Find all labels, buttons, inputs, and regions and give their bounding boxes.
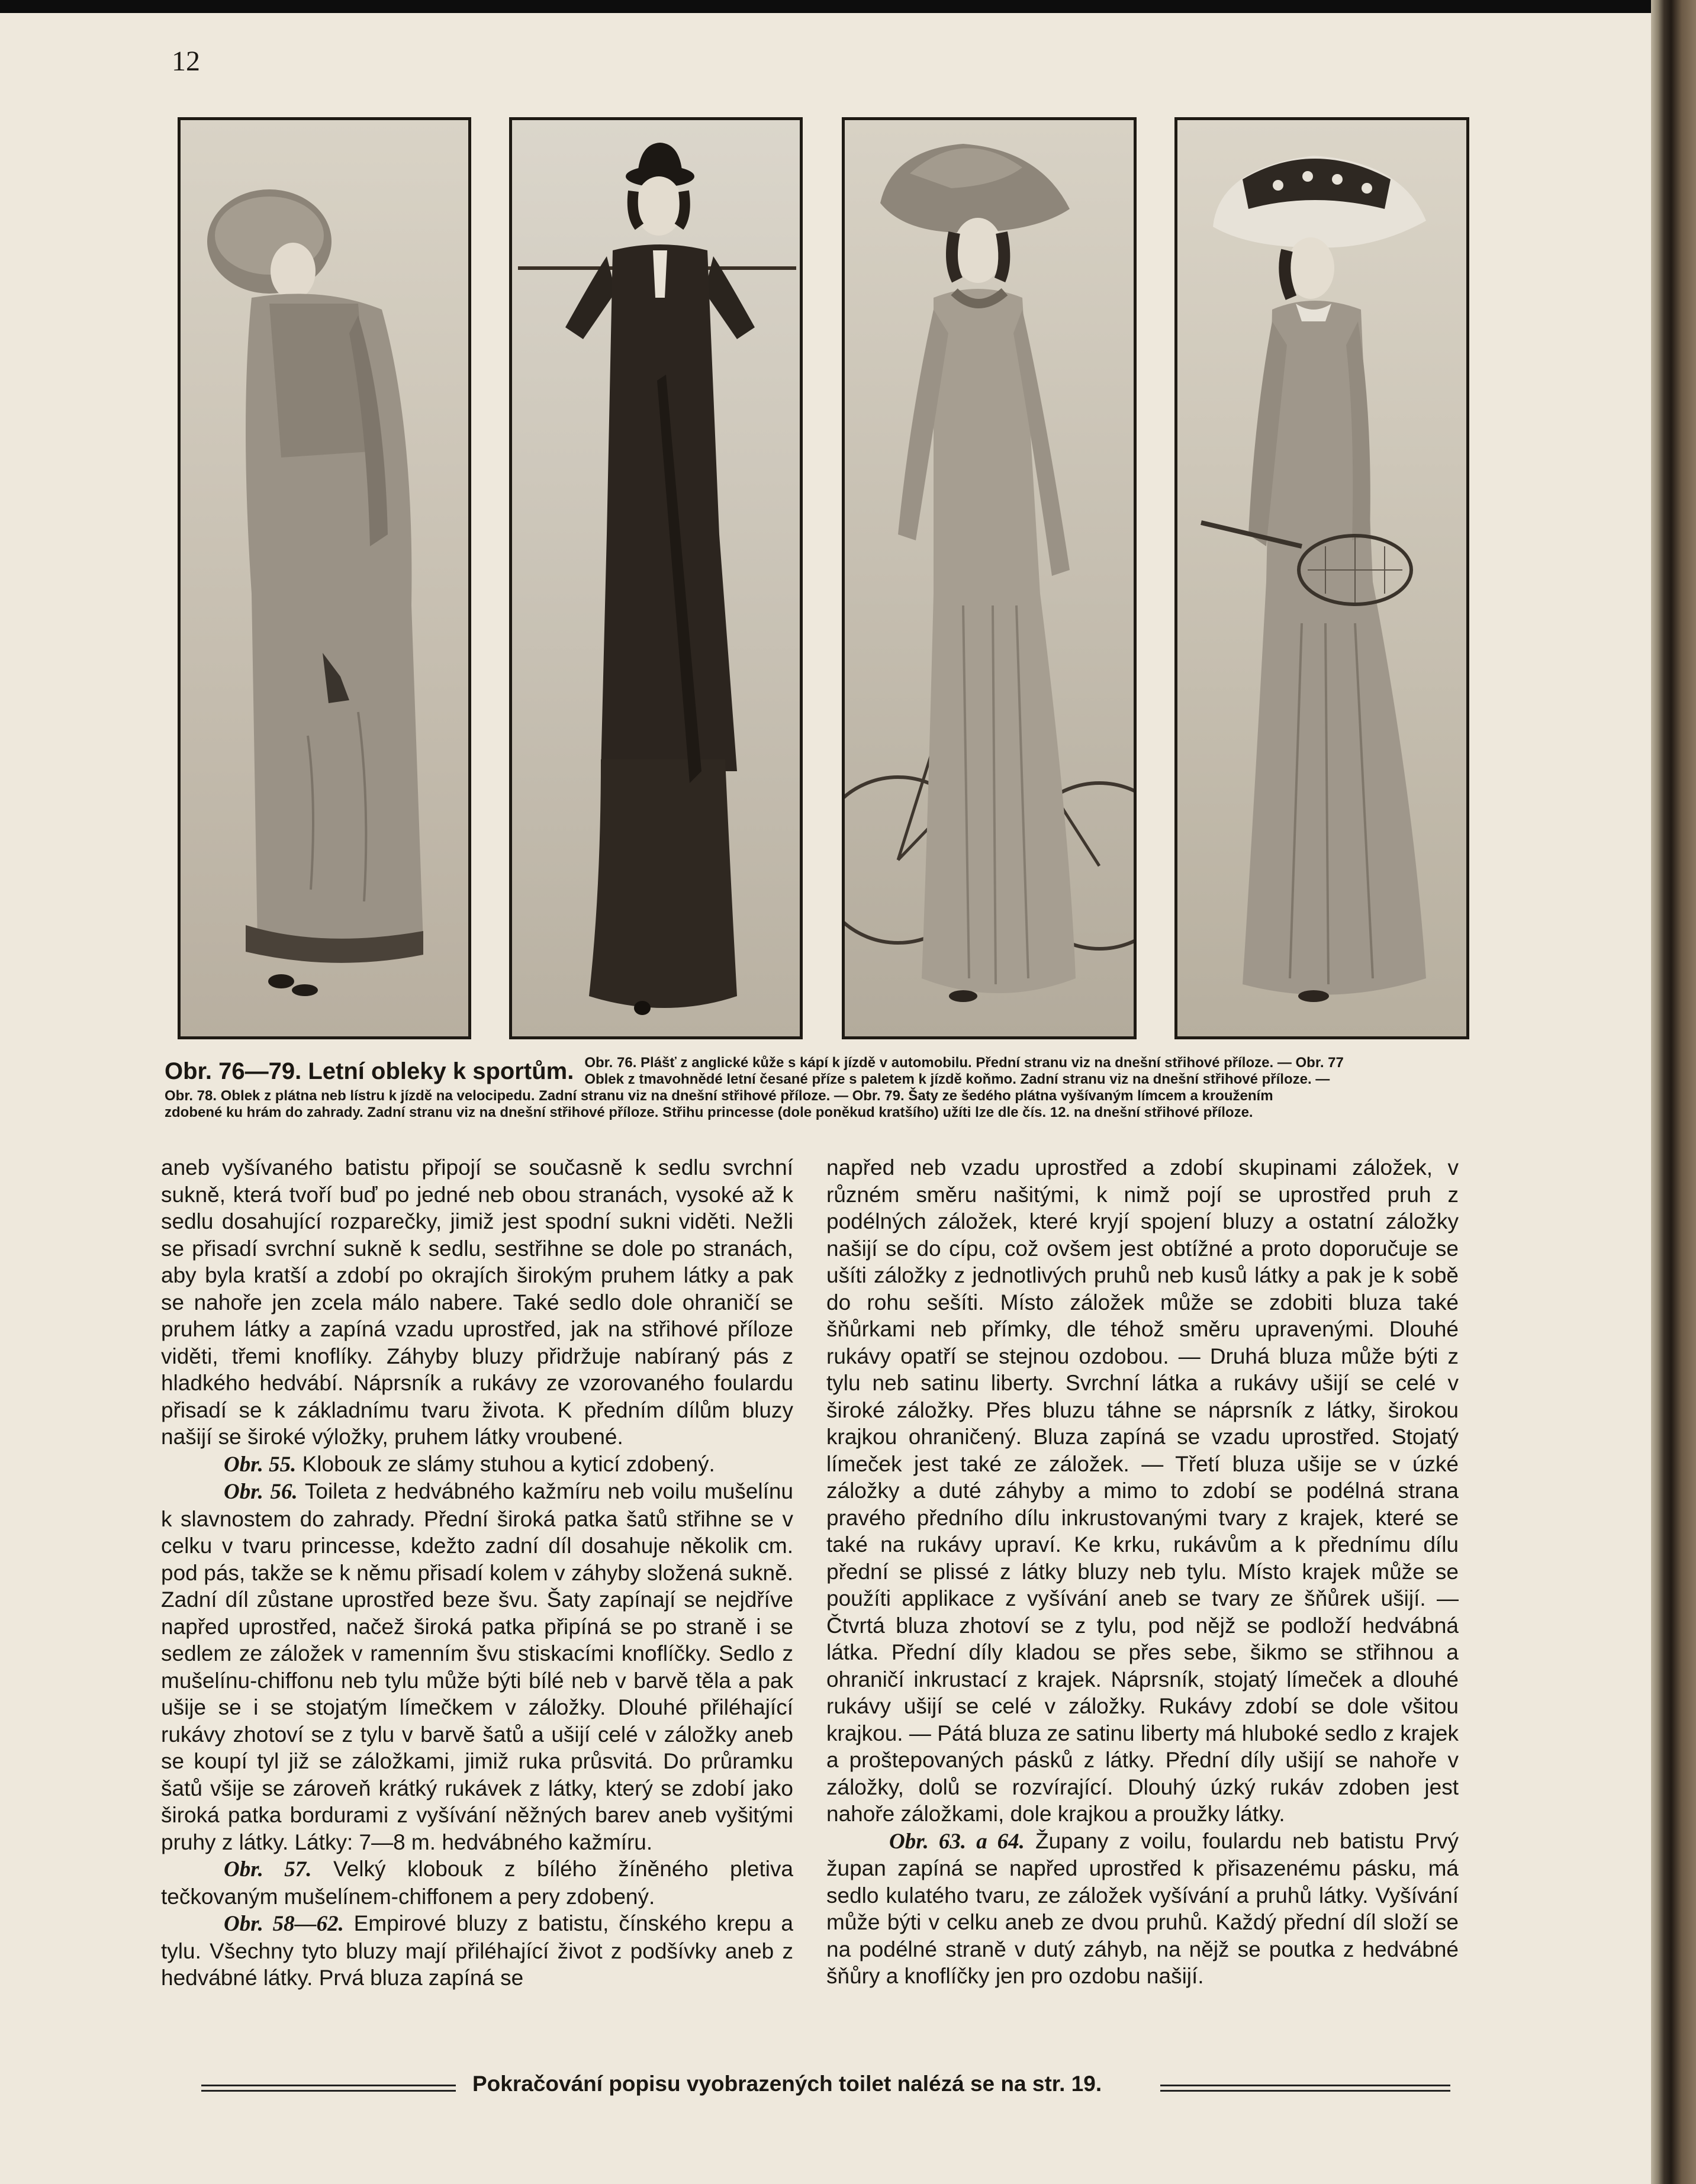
woman-in-cycling-dress-with-bicycle-illustration	[845, 120, 1134, 1036]
right-text-column	[826, 1154, 1459, 1990]
paragraph: napřed neb vzadu uprostřed a zdobí skupinami záložek, v různém směru našitými, k nimž pojí se uprostřed pruh z podélných záložek, které kryjí spojení bluzy a ostatní záložky našijí se do cípu, což ovšem jest obtížné a proto doporučuje se ušíti záložky z jednotlivých pruhů neb kusů látky a pak je k sobě do rohu sešíti. Místo záložek může se zdobiti bluza také šňůrkami neb přímky, dle téhož směru upravenými. Dlouhé rukávy opatří se stejnou ozdobou. — Druhá bluza může býti z tylu neb satinu liberty. Svrchní látka a rukávy ušijí se celé v široké záložky. Přes bluzu táhne se náprsník z látky, širokou krajkou ohraničený. Bluza zapíná se vzadu uprostřed. Stojatý límeček jest také ze záložek. — Třetí bluza ušije se v úzké záložky a duté záhyby a mimo to zdobí se podélná strana pravého předního dílu inkrustovanými tvary z krajek, které se také na rukávy upraví. Ke krku, rukávům a k přednímu dílu přední se plissé z látky bluzy neb tylu. Místo krajek může se použíti applikace z vyšívání aneb se tvary ze šňůrek ušijí. — Čtvrtá bluza zhotoví se z tylu, pod nějž se podloží hedvábná látka. Přední díly kladou se přes sebe, šikmo se střihnou a ohraničí inkrustací z krajek. Náprsník, stojatý límeček a dlouhé rukávy ušijí se celé v záložky. Rukávy zdobí se dole všitou krajkou. — Pátá bluza ze satinu liberty má hluboké sedlo z krajek a proštepovaných pásků z látky. Přední díly ušijí se nahoře v záložky, dolů se rozvírající. Dlouhý úzký rukáv zdoben jest nahoře záložkami, dole krajkou a proužky látky.	[826, 1155, 1459, 1826]
caption-line: Obr. 76. Plášť z anglické kůže s kápí k jízdě v automobilu. Přední stranu viz na dnešní střihové příloze. — Obr. 77	[584, 1055, 1344, 1071]
woman-in-hooded-motoring-coat-illustration	[181, 120, 468, 1036]
paragraph: Obr. 58—62. Empirové bluzy z batistu, čínského krepu a tylu. Všechny tyto bluzy mají přiléhající život z podšívky aneb z hedvábné látky. Prvá bluza zapíná se	[161, 1911, 794, 1990]
paragraph: Obr. 63. a 64. Župany z voilu, foulardu neb batistu Prvý župan zapíná se napřed uprostřed k přisazenému pásku, má sedlo kulatého tvaru, ze záložek vyšívání a pruhů látky. Vyšívání může býti v celku aneb ze dvou pruhů. Každý přední díl složí se na podélné straně v dutý záhyb, na nějž se poutka z hedvábné šňůry a knoflíčky jen pro ozdobu našijí.	[826, 1828, 1459, 1988]
book-binding-edge	[1651, 0, 1696, 2184]
fashion-plate-76	[178, 117, 471, 1039]
figure-reference: Obr. 63. a 64.	[889, 1829, 1025, 1854]
paragraph: Obr. 57. Velký klobouk z bílého žíněného pletiva tečkovaným mušelínem-chiffonem a pery zdobený.	[161, 1857, 793, 1909]
page-number: 12	[172, 46, 200, 77]
fashion-plate-78	[842, 117, 1137, 1039]
paragraph: Obr. 56. Toileta z hedvábného kažmíru neb voilu mušelínu k slavnostem do zahrady. Přední široká patka šatů střihne se v celku v tvaru princesse, kdežto zadní díl dosahuje několik cm. pod pás, takže se k němu přisadí kolem v záhyby složená sukně. Zadní díl zůstane uprostřed beze švu. Šaty zapínají se nejdříve napřed uprostřed, načež široká patka připíná se po straně i se sedlem ze záložek v ramenním švu stiskacími knoflíčky. Sedlo z mušelínu-chiffonu neb tylu může býti bílé neb v barvě těla a pak ušije se i se stojatým límečkem v záložky. Dlouhé přiléhající rukávy zhotoví se z tylu v barvě šatů a ušijí celé v záložky aneb se koupí tyl již se záložkami, jimiž ruka průsvitá. Do průramku šatů všije se zároveň krátký rukávek z látky, který se zdobí jako široká patka bordurami z vyšívání něžných barev aneb vyšitými pruhy z látky. Látky: 7—8 m. hedvábného kažmíru.	[161, 1479, 794, 1854]
figure-reference: Obr. 55.	[224, 1452, 297, 1477]
caption-line: Obr. 78. Oblek z plátna neb lístru k jízdě na velocipedu. Zadní stranu viz na dnešní střihové příloze. — Obr. 79. Šaty ze šedého plátna vyšívaným límcem a kroužením	[165, 1088, 1273, 1104]
woman-in-dark-riding-suit-with-bowler-hat-illustration	[512, 120, 800, 1036]
plate-caption	[165, 1055, 1469, 1121]
continuation-footer	[201, 2072, 1450, 2101]
continuation-note: Pokračování popisu vyobrazených toilet nalézá se na str. 19.	[472, 2072, 1102, 2096]
figure-reference: Obr. 56.	[224, 1480, 298, 1504]
double-rule-divider	[1160, 2085, 1450, 2092]
double-rule-divider	[201, 2085, 456, 2092]
left-text-column	[161, 1154, 793, 1992]
caption-line: zdobené ku hrám do zahrady. Zadní stranu viz na dnešní střihové příloze. Střihu princesse (dole poněkud kratšího) užíti lze dle čís. 12. na dnešní střihové příloze.	[165, 1104, 1253, 1120]
paragraph: aneb vyšívaného batistu připojí se současně k sedlu svrchní sukně, která tvoří buď po jedné neb obou stranách, vysoké až k sedlu dosahující rozparečky, jimiž jest spodní sukni viděti. Nežli se přisadí svrchní sukně k sedlu, sestřihne se dole po stranách, aby byla kratší a zdobí po okrajích širokým pruhem látky a pak se nahoře jen zcela málo nabere. Také sedlo dole ohraničí se pruhem látky a zapíná vzadu uprostřed, jak na střihové příloze viděti, třemi knoflíky. Záhyby bluzy přidržuje nabíraný pás z hladkého hedvábí. Náprsník a rukávy ze vzorovaného foulardu přisadí se k základnímu tvaru života. K předním dílům bluzy našijí se široké výložky, pruhem látky vroubené.	[161, 1155, 793, 1449]
figure-reference: Obr. 57.	[224, 1857, 312, 1882]
scan-edge	[0, 0, 1696, 13]
woman-in-tennis-dress-with-racket-illustration	[1177, 120, 1466, 1036]
fashion-plate-77	[509, 117, 803, 1039]
fashion-plate-79	[1174, 117, 1469, 1039]
caption-heading: Obr. 76—79. Letní obleky k sportům.	[165, 1058, 574, 1084]
caption-line: Oblek z tmavohnědé letní česané příze s paletem k jízdě koňmo. Zadní stranu viz na dnešní střihové příloze. —	[584, 1071, 1330, 1087]
paragraph: Obr. 55. Klobouk ze slámy stuhou a kyticí zdobený.	[224, 1451, 715, 1477]
figure-reference: Obr. 58—62.	[224, 1912, 344, 1936]
